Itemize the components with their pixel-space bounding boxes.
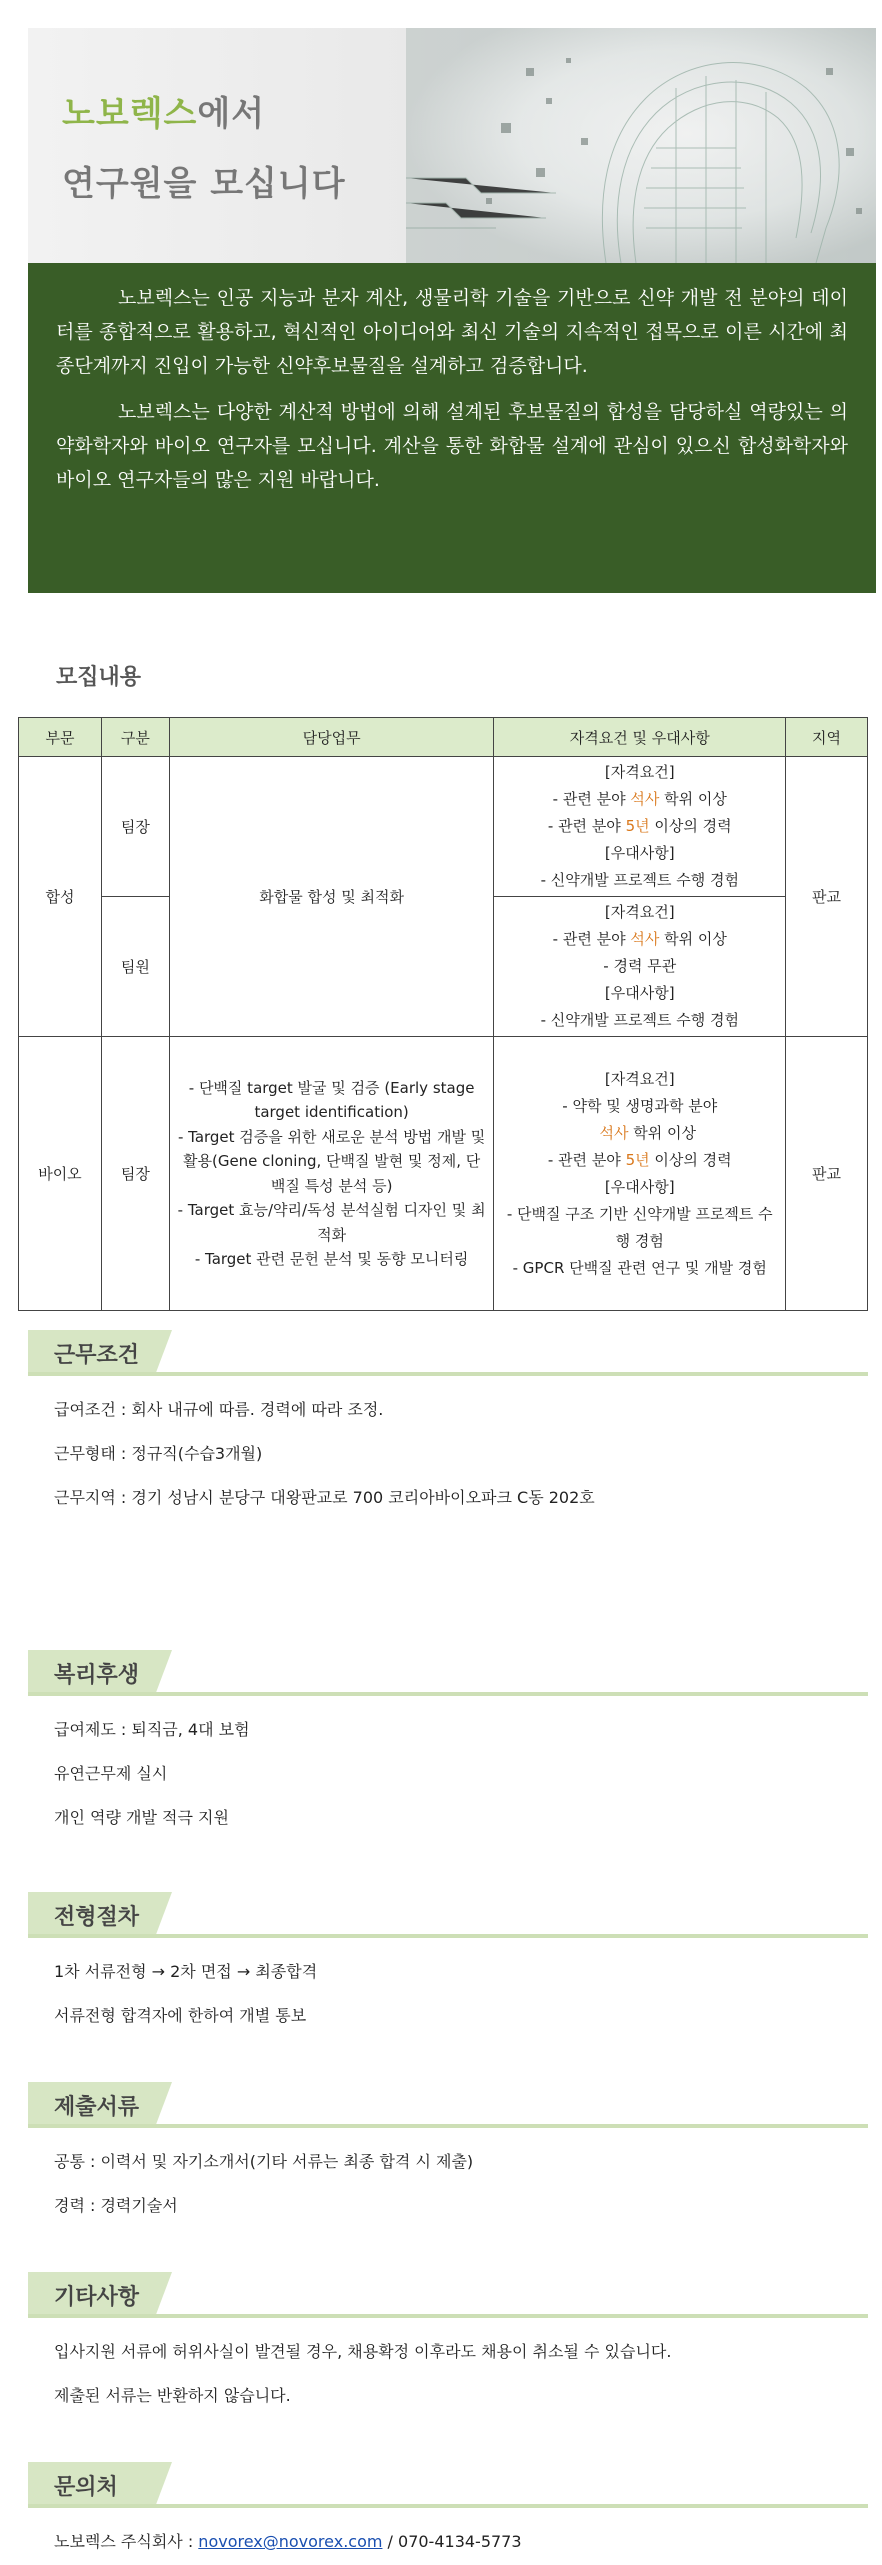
requirements-cell: [자격요건] - 약학 및 생명과학 분야 석사 학위 이상 - 관련 분야 5년 이상의 경력 [우대사항] - 단백질 구조 기반 신약개발 프로젝트 수행 경험 - GPCR 단백질 관련 연구 및 개발 경험 [494, 1037, 786, 1311]
section-title: 기타사항 [54, 2285, 140, 2310]
info-line: 급여제도 : 퇴직금, 4대 보험 [54, 1720, 250, 1739]
table-row [19, 757, 868, 897]
documents-section [28, 2082, 868, 2228]
section-title: 제출서류 [54, 2095, 140, 2120]
role-cell: 팀장 [101, 757, 169, 897]
column-header: 부문 [19, 718, 102, 757]
column-header: 지역 [786, 718, 868, 757]
info-line: 개인 역량 개발 적극 지원 [54, 1808, 229, 1827]
welfare-section [28, 1650, 868, 1840]
etc-section [28, 2272, 868, 2418]
role-cell: 팀원 [101, 897, 169, 1037]
contact-line: 노보렉스 주식회사 : novorex@novorex.com / 070-4134-5773 [54, 2532, 522, 2551]
role-cell: 팀장 [101, 1037, 169, 1311]
info-line: 입사지원 서류에 허위사실이 발견될 경우, 채용확정 이후라도 채용이 취소될 수 있습니다. [54, 2342, 672, 2361]
duty-cell: - 단백질 target 발굴 및 검증 (Early stage target identification) - Target 검증을 위한 새로운 분석 방법 개발 및 활용(Gene cloning, 단백질 발현 및 정제, 단백질 특성 분석 등) - Target 효능/약리/독성 분석실험 디자인 및 최적화 - Target 관련 문헌 분석 및 동향 모니터링 [169, 1037, 494, 1311]
requirements-cell: [자격요건] - 관련 분야 석사 학위 이상 - 관련 분야 5년 이상의 경력 [우대사항] - 신약개발 프로젝트 수행 경험 [494, 757, 786, 897]
info-line: 서류전형 합격자에 한하여 개별 통보 [54, 2006, 307, 2025]
info-line: 공통 : 이력서 및 자기소개서(기타 서류는 최종 합격 시 제출) [54, 2152, 474, 2171]
intro-box [28, 263, 876, 593]
hero-banner [28, 28, 876, 263]
section-title: 근무조건 [54, 1343, 140, 1368]
column-header: 구분 [101, 718, 169, 757]
info-line: 제출된 서류는 반환하지 않습니다. [54, 2386, 291, 2405]
email-link[interactable]: novorex@novorex.com [198, 2532, 383, 2551]
info-line: 근무형태 : 정규직(수습3개월) [54, 1444, 263, 1463]
intro-paragraph: 노보렉스는 다양한 계산적 방법에 의해 설계된 후보물질의 합성을 담당하실 역량있는 의약화학자와 바이오 연구자를 모십니다. 계산을 통한 화합물 설계에 관심이 있으신 합성화학자와 바이오 연구자들의 많은 지원 바랍니다. [56, 401, 848, 491]
info-line: 급여조건 : 회사 내규에 따름. 경력에 따라 조정. [54, 1400, 384, 1419]
ai-head-illustration [406, 28, 876, 263]
recruit-heading: 모집내용 [56, 665, 142, 690]
region-cell: 판교 [786, 1037, 868, 1311]
brand-name: 노보렉스 [62, 94, 198, 134]
hero-subtitle: 연구원을 모십니다 [62, 164, 346, 204]
contact-section [28, 2462, 868, 2564]
recruit-table [18, 717, 868, 1311]
division-cell: 바이오 [19, 1037, 102, 1311]
info-line: 근무지역 : 경기 성남시 분당구 대왕판교로 700 코리아바이오파크 C동 202호 [54, 1488, 595, 1507]
process-section [28, 1892, 868, 2038]
table-header-row [19, 718, 868, 757]
intro-paragraph: 노보렉스는 인공 지능과 분자 계산, 생물리학 기술을 기반으로 신약 개발 전 분야의 데이터를 종합적으로 활용하고, 혁신적인 아이디어와 최신 기술의 지속적인 접목으로 이른 시간에 최종단계까지 진입이 가능한 신약후보물질을 설계하고 검증합니다. [56, 287, 848, 377]
hero-title: 노보렉스에서 [62, 94, 266, 134]
section-title: 전형절차 [54, 1905, 140, 1930]
info-line: 1차 서류전형 → 2차 면접 → 최종합격 [54, 1962, 318, 1981]
column-header: 담당업무 [169, 718, 494, 757]
duty-cell: 화합물 합성 및 최적화 [169, 757, 494, 1037]
requirements-cell: [자격요건] - 관련 분야 석사 학위 이상 - 경력 무관 [우대사항] - 신약개발 프로젝트 수행 경험 [494, 897, 786, 1037]
info-line: 경력 : 경력기술서 [54, 2196, 178, 2215]
work-conditions-section [28, 1330, 868, 1520]
table-row [19, 1037, 868, 1311]
division-cell: 합성 [19, 757, 102, 1037]
section-title: 복리후생 [54, 1663, 140, 1688]
region-cell: 판교 [786, 757, 868, 1037]
column-header: 자격요건 및 우대사항 [494, 718, 786, 757]
section-title: 문의처 [54, 2475, 118, 2500]
info-line: 유연근무제 실시 [54, 1764, 168, 1783]
